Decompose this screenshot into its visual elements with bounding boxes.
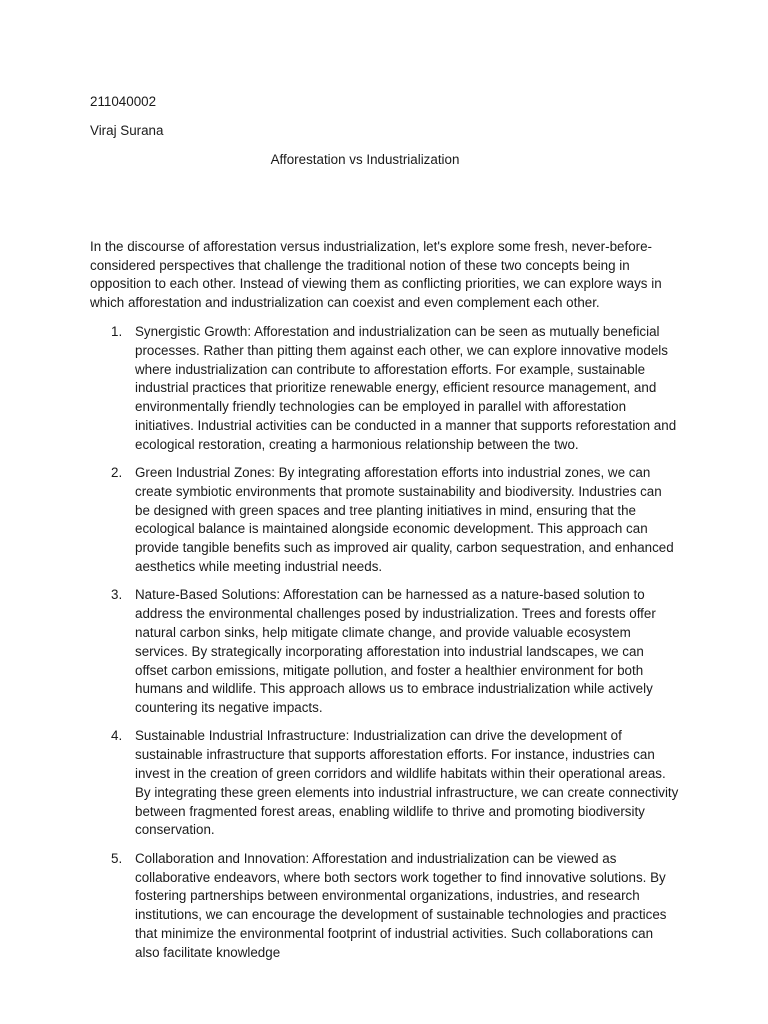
- list-item-text: Green Industrial Zones: By integrating afforestation efforts into industrial zones, we can create symbiotic environments that promote sustainability and biodiversity. Industries can be designed with green spaces and tree planting initiatives in mind, ensuring that the ecological balance is maintained alongside economic development. This approach can provide tangible benefits such as improved air quality, carbon sequestration, and enhanced aesthetics while meeting industrial needs.: [135, 465, 674, 575]
- list-item-number: 5.: [111, 850, 123, 866]
- list-item-number: 1.: [111, 324, 123, 339]
- list-item: [90, 586, 680, 718]
- list-item-number: 3.: [111, 587, 123, 603]
- list-item: [90, 850, 680, 963]
- list-item-text: Collaboration and Innovation: Afforestation and industrialization can be viewed as collaborative endeavors, where both sectors work together to find innovative solutions. By fostering partnerships between environmental organizations, industries, and research institutions, we can encourage the development of sustainable technologies and practices that minimize the environmental footprint of industrial activities. Such collaborations can also facilitate knowledge: [135, 850, 667, 960]
- list-item-text: Sustainable Industrial Infrastructure: Industrialization can drive the development of sustainable infrastructure that supports afforestation efforts. For instance, industries can invest in the creation of green corridors and wildlife habitats within their operational areas. By integrating these green elements into industrial infrastructure, we can create connectivity between fragmented forest areas, enabling wildlife to thrive and promoting biodiversity conservation.: [135, 728, 679, 838]
- intro-paragraph: In the discourse of afforestation versus industrialization, let's explore some fresh, never-before-considered perspectives that challenge the traditional notion of these two concepts being in opposition to each other. Instead of viewing them as conflicting priorities, we can explore ways in which afforestation and industrialization can coexist and even complement each other.: [90, 239, 662, 310]
- author-name: Viraj Surana: [90, 123, 164, 138]
- list-item: [90, 727, 680, 840]
- list-item-text: Synergistic Growth: Afforestation and industrialization can be seen as mutually beneficial processes. Rather than pitting them against each other, we can explore innovative models where industrialization can contribute to afforestation efforts. For example, sustainable industrial practices that prioritize renewable energy, efficient resource management, and environmentally friendly technologies can be employed in parallel with afforestation initiatives. Industrial activities can be conducted in a manner that supports reforestation and ecological restoration, creating a harmonious relationship between the two.: [135, 324, 677, 452]
- list-item-number: 2.: [111, 465, 123, 481]
- list-item: [90, 464, 680, 577]
- list-item: [90, 323, 680, 455]
- list-item-text: Nature-Based Solutions: Afforestation can be harnessed as a nature-based solution to address the environmental challenges posed by industrialization. Trees and forests offer natural carbon sinks, help mitigate climate change, and provide valuable ecosystem services. By strategically incorporating afforestation into industrial landscapes, we can offset carbon emissions, mitigate pollution, and foster a healthier environment for both humans and wildlife. This approach allows us to embrace industrialization while actively countering its negative impacts.: [135, 587, 656, 716]
- numbered-list: [90, 323, 680, 972]
- student-id: 211040002: [90, 94, 157, 109]
- list-item-number: 4.: [111, 728, 123, 744]
- document-title: Afforestation vs Industrialization: [270, 152, 460, 167]
